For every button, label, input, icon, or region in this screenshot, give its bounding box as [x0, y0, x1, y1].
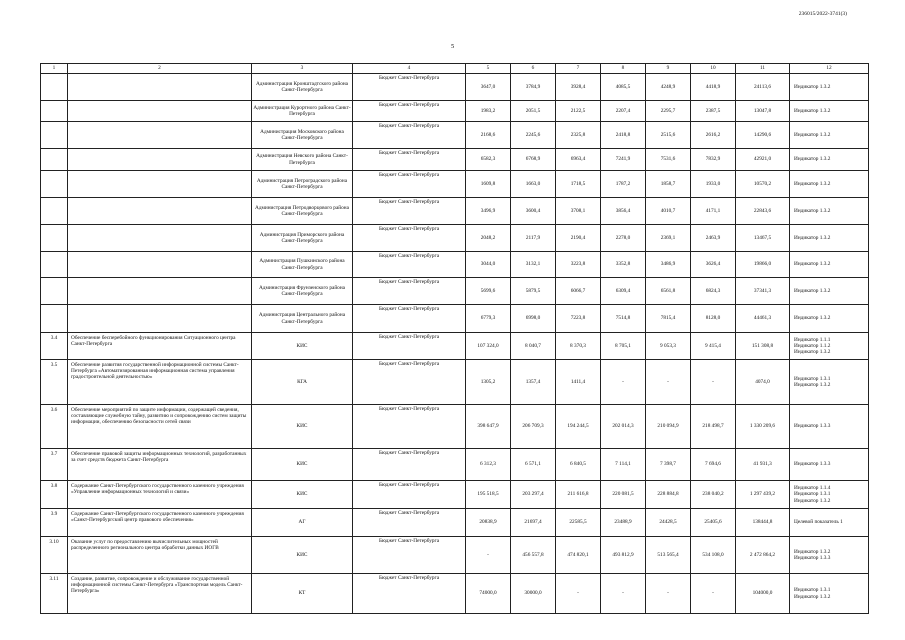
activity-description-cell: Обеспечение развития государственной информационной системы Санкт-Петербурга «Автоматизированная информационная система управления градостроительной деятельностью» — [68, 360, 252, 405]
indicator-cell — [790, 333, 869, 360]
total-value-cell: 41 931,3 — [736, 449, 790, 481]
year-value-cell: 1305,2 — [466, 360, 511, 405]
year-value-cell: 2463,9 — [691, 225, 736, 252]
indicator-cell — [790, 574, 869, 614]
total-value-cell: 1 330 209,6 — [736, 405, 790, 449]
year-value-cell: - — [691, 574, 736, 614]
year-value-cell: 5699,6 — [466, 278, 511, 305]
year-value-cell: 3928,4 — [556, 74, 601, 101]
year-value-cell: 9 415,4 — [691, 333, 736, 360]
year-value-cell: 3223,8 — [556, 252, 601, 278]
year-value-cell: 6 312,3 — [466, 449, 511, 481]
executor-cell: КИС — [252, 537, 353, 574]
year-value-cell: 4085,5 — [601, 74, 646, 101]
activity-description-cell — [68, 101, 252, 122]
total-value-cell: 19866,0 — [736, 252, 790, 278]
total-value-cell: 104000,0 — [736, 574, 790, 614]
year-value-cell: 1718,5 — [556, 171, 601, 198]
executor-cell: АГ — [252, 509, 353, 537]
indicator-label: Индикатор 1.3.2 — [794, 382, 831, 388]
funding-source-cell: Бюджет Санкт-Петербурга — [353, 481, 466, 509]
table-row — [41, 449, 869, 481]
total-value-cell: 4074,0 — [736, 360, 790, 405]
funding-source-cell: Бюджет Санкт-Петербурга — [353, 509, 466, 537]
year-value-cell: 3352,8 — [601, 252, 646, 278]
year-value-cell: 1411,4 — [556, 360, 601, 405]
executor-cell: Администрация Московского района Санкт-Петербурга — [252, 122, 353, 149]
year-value-cell: 3647,0 — [466, 74, 511, 101]
year-value-cell: 6768,9 — [511, 149, 556, 171]
year-value-cell: 6998,0 — [511, 305, 556, 333]
year-value-cell: 25405,6 — [691, 509, 736, 537]
year-value-cell: 7815,4 — [646, 305, 691, 333]
indicator-cell — [790, 149, 869, 171]
activity-description-cell — [68, 74, 252, 101]
executor-cell: КИС — [252, 449, 353, 481]
year-value-cell: 1357,4 — [511, 360, 556, 405]
row-number-cell: 3.11 — [41, 574, 68, 614]
table-row — [41, 198, 869, 225]
table-row — [41, 171, 869, 198]
year-value-cell: - — [691, 360, 736, 405]
year-value-cell: 2418,8 — [601, 122, 646, 149]
activity-description-cell — [68, 171, 252, 198]
header-cell: 4 — [353, 64, 466, 74]
year-value-cell: 7 694,6 — [691, 449, 736, 481]
year-value-cell: 2325,8 — [556, 122, 601, 149]
row-number-cell: 3.9 — [41, 509, 68, 537]
funding-source-cell: Бюджет Санкт-Петербурга — [353, 252, 466, 278]
year-value-cell: - — [556, 574, 601, 614]
year-value-cell: 23488,9 — [601, 509, 646, 537]
year-value-cell: 456 557,8 — [511, 537, 556, 574]
indicator-label: Индикатор 1.1.1 — [794, 336, 831, 343]
indicator-label: Целевой показатель 1 — [794, 519, 843, 526]
year-value-cell: 513 565,4 — [646, 537, 691, 574]
activity-description-cell: Обеспечение бесперебойного функционирования Ситуационного центра Санкт-Петербурга — [68, 333, 252, 360]
funding-source-cell: Бюджет Санкт-Петербурга — [353, 198, 466, 225]
year-value-cell: 3486,9 — [646, 252, 691, 278]
table-row — [41, 252, 869, 278]
activity-description-cell — [68, 198, 252, 225]
year-value-cell: 211 616,8 — [556, 481, 601, 509]
year-value-cell: 7531,6 — [646, 149, 691, 171]
indicator-cell — [790, 405, 869, 449]
table-row — [41, 225, 869, 252]
indicator-label: Индикатор 1.3.3 — [794, 461, 831, 468]
year-value-cell: 218 498,7 — [691, 405, 736, 449]
header-cell: 10 — [691, 64, 736, 74]
year-value-cell: 2616,2 — [691, 122, 736, 149]
year-value-cell: 3132,1 — [511, 252, 556, 278]
year-value-cell: 2051,5 — [511, 101, 556, 122]
activity-description-cell — [68, 278, 252, 305]
document-number: 236015/2022-3741(3) — [798, 11, 847, 17]
table-header-row — [41, 64, 869, 74]
funding-source-cell: Бюджет Санкт-Петербурга — [353, 537, 466, 574]
row-number-cell — [41, 198, 68, 225]
year-value-cell: 30000,0 — [511, 574, 556, 614]
year-value-cell: 2048,2 — [466, 225, 511, 252]
activity-description-cell: Обеспечение правовой защиты информационных технологий, разработанных за счет средств бюджета Санкт-Петербурга — [68, 449, 252, 481]
year-value-cell: 2168,6 — [466, 122, 511, 149]
year-value-cell: 5879,5 — [511, 278, 556, 305]
funding-source-cell: Бюджет Санкт-Петербурга — [353, 360, 466, 405]
indicator-cell — [790, 305, 869, 333]
indicator-label: Индикатор 1.3.2 — [794, 156, 831, 163]
indicator-label: Индикатор 1.3.2 — [794, 180, 831, 187]
header-cell: 9 — [646, 64, 691, 74]
funding-source-cell: Бюджет Санкт-Петербурга — [353, 122, 466, 149]
activity-description-cell — [68, 305, 252, 333]
year-value-cell: 9 053,3 — [646, 333, 691, 360]
indicator-cell — [790, 171, 869, 198]
indicator-label: Индикатор 1.3.1 — [794, 491, 831, 498]
year-value-cell: 6561,8 — [646, 278, 691, 305]
indicator-label: Индикатор 1.1.2 — [794, 342, 831, 349]
header-cell: 8 — [601, 64, 646, 74]
row-number-cell — [41, 149, 68, 171]
total-value-cell: 10570,2 — [736, 171, 790, 198]
activity-description-cell — [68, 225, 252, 252]
executor-cell: КИС — [252, 333, 353, 360]
activity-description-cell: Создание, развитие, сопровождение и обслуживание государственной информационной системы Санкт-Петербурга «Транспортная модель Санкт-Петербурга» — [68, 574, 252, 614]
year-value-cell: - — [646, 360, 691, 405]
year-value-cell: 4010,7 — [646, 198, 691, 225]
funding-source-cell: Бюджет Санкт-Петербурга — [353, 574, 466, 614]
row-number-cell: 3.4 — [41, 333, 68, 360]
indicator-label: Индикатор 1.3.2 — [794, 349, 831, 356]
year-value-cell: 21697,4 — [511, 509, 556, 537]
year-value-cell: 6 840,5 — [556, 449, 601, 481]
indicator-cell — [790, 278, 869, 305]
total-value-cell: 2 472 864,2 — [736, 537, 790, 574]
program-table — [40, 63, 869, 614]
year-value-cell: 2278,0 — [601, 225, 646, 252]
funding-source-cell: Бюджет Санкт-Петербурга — [353, 225, 466, 252]
year-value-cell: 8 705,1 — [601, 333, 646, 360]
table-row — [41, 537, 869, 574]
year-value-cell: 2117,9 — [511, 225, 556, 252]
header-cell: 7 — [556, 64, 601, 74]
total-value-cell: 42921,0 — [736, 149, 790, 171]
executor-cell: Администрация Невского района Санкт-Петербурга — [252, 149, 353, 171]
table-row — [41, 574, 869, 614]
year-value-cell: 6779,3 — [466, 305, 511, 333]
table-row — [41, 122, 869, 149]
row-number-cell — [41, 252, 68, 278]
year-value-cell: 6582,3 — [466, 149, 511, 171]
funding-source-cell: Бюджет Санкт-Петербурга — [353, 101, 466, 122]
year-value-cell: - — [601, 360, 646, 405]
year-value-cell: 398 647,9 — [466, 405, 511, 449]
year-value-cell: 6824,3 — [691, 278, 736, 305]
indicator-label: Индикатор 1.3.2 — [794, 131, 831, 138]
header-cell: 11 — [736, 64, 790, 74]
year-value-cell: 2190,4 — [556, 225, 601, 252]
year-value-cell: 2369,1 — [646, 225, 691, 252]
indicator-label: Индикатор 1.3.2 — [794, 315, 831, 322]
year-value-cell: 206 709,3 — [511, 405, 556, 449]
header-cell: 1 — [41, 64, 68, 74]
year-value-cell: 7241,9 — [601, 149, 646, 171]
indicator-cell — [790, 252, 869, 278]
year-value-cell: 1933,0 — [691, 171, 736, 198]
funding-source-cell: Бюджет Санкт-Петербурга — [353, 171, 466, 198]
executor-cell: Администрация Курортного района Санкт-Петербурга — [252, 101, 353, 122]
year-value-cell: 203 297,4 — [511, 481, 556, 509]
year-value-cell: 474 820,1 — [556, 537, 601, 574]
executor-cell: КТ — [252, 574, 353, 614]
indicator-label: Индикатор 1.3.3 — [794, 423, 831, 430]
indicator-label: Индикатор 1.3.2 — [794, 107, 831, 114]
year-value-cell: 3784,9 — [511, 74, 556, 101]
indicator-cell — [790, 74, 869, 101]
year-value-cell: 7223,8 — [556, 305, 601, 333]
year-value-cell: 7514,8 — [601, 305, 646, 333]
year-value-cell: - — [601, 574, 646, 614]
row-number-cell — [41, 171, 68, 198]
total-value-cell: 1 297 439,2 — [736, 481, 790, 509]
indicator-cell — [790, 360, 869, 405]
funding-source-cell: Бюджет Санкт-Петербурга — [353, 278, 466, 305]
executor-cell: КИС — [252, 405, 353, 449]
year-value-cell: 8 370,3 — [556, 333, 601, 360]
indicator-label: Индикатор 1.3.3 — [794, 555, 831, 561]
funding-source-cell: Бюджет Санкт-Петербурга — [353, 74, 466, 101]
year-value-cell: 4171,1 — [691, 198, 736, 225]
year-value-cell: 228 884,8 — [646, 481, 691, 509]
funding-source-cell: Бюджет Санкт-Петербурга — [353, 405, 466, 449]
year-value-cell: 195 518,5 — [466, 481, 511, 509]
year-value-cell: 7 114,1 — [601, 449, 646, 481]
year-value-cell: 2207,4 — [601, 101, 646, 122]
executor-cell: КИС — [252, 481, 353, 509]
table-row — [41, 509, 869, 537]
year-value-cell: - — [646, 574, 691, 614]
indicator-cell — [790, 225, 869, 252]
row-number-cell: 3.7 — [41, 449, 68, 481]
year-value-cell: 107 324,0 — [466, 333, 511, 360]
year-value-cell: 3600,4 — [511, 198, 556, 225]
year-value-cell: 1858,7 — [646, 171, 691, 198]
indicator-cell — [790, 101, 869, 122]
indicator-label: Индикатор 1.3.2 — [794, 83, 831, 90]
year-value-cell: 2122,5 — [556, 101, 601, 122]
header-cell: 5 — [466, 64, 511, 74]
executor-cell: Администрация Петроградского района Санкт-Петербурга — [252, 171, 353, 198]
year-value-cell: 22585,5 — [556, 509, 601, 537]
year-value-cell: 210 094,9 — [646, 405, 691, 449]
year-value-cell: 238 040,2 — [691, 481, 736, 509]
total-value-cell: 14290,6 — [736, 122, 790, 149]
indicator-label: Индикатор 1.3.2 — [794, 593, 831, 600]
executor-cell: Администрация Петродворцового района Санкт-Петербурга — [252, 198, 353, 225]
row-number-cell — [41, 305, 68, 333]
year-value-cell: 3496,9 — [466, 198, 511, 225]
indicator-cell — [790, 198, 869, 225]
executor-cell: Администрация Приморского района Санкт-Петербурга — [252, 225, 353, 252]
funding-source-cell: Бюджет Санкт-Петербурга — [353, 449, 466, 481]
indicator-label: Индикатор 1.3.2 — [794, 207, 831, 214]
year-value-cell: 3856,4 — [601, 198, 646, 225]
activity-description-cell — [68, 149, 252, 171]
year-value-cell: 3044,0 — [466, 252, 511, 278]
header-cell: 6 — [511, 64, 556, 74]
activity-description-cell — [68, 252, 252, 278]
executor-cell: Администрация Кронштадтского района Санкт-Петербурга — [252, 74, 353, 101]
table-row — [41, 405, 869, 449]
year-value-cell: 3626,4 — [691, 252, 736, 278]
page-number: 5 — [451, 43, 455, 50]
year-value-cell: 74000,0 — [466, 574, 511, 614]
year-value-cell: 1609,8 — [466, 171, 511, 198]
year-value-cell: 2245,6 — [511, 122, 556, 149]
total-value-cell: 22843,6 — [736, 198, 790, 225]
row-number-cell — [41, 74, 68, 101]
total-value-cell: 13047,8 — [736, 101, 790, 122]
funding-source-cell: Бюджет Санкт-Петербурга — [353, 333, 466, 360]
year-value-cell: 194 244,5 — [556, 405, 601, 449]
year-value-cell: 7832,9 — [691, 149, 736, 171]
activity-description-cell: Содержание Санкт-Петербургского государственного казенного учреждения «Управление информационных технологий и связи» — [68, 481, 252, 509]
executor-cell: Администрация Пушкинского района Санкт-Петербурга — [252, 252, 353, 278]
year-value-cell: 4248,9 — [646, 74, 691, 101]
row-number-cell: 3.6 — [41, 405, 68, 449]
header-cell: 2 — [68, 64, 252, 74]
indicator-label: Индикатор 1.3.1 — [794, 375, 831, 382]
total-value-cell: 24113,6 — [736, 74, 790, 101]
funding-source-cell: Бюджет Санкт-Петербурга — [353, 149, 466, 171]
executor-cell: Администрация Фрунзенского района Санкт-Петербурга — [252, 278, 353, 305]
indicator-cell — [790, 481, 869, 509]
indicator-cell — [790, 509, 869, 537]
table-row — [41, 278, 869, 305]
total-value-cell: 13467,5 — [736, 225, 790, 252]
row-number-cell — [41, 122, 68, 149]
indicator-cell — [790, 449, 869, 481]
table-row — [41, 74, 869, 101]
year-value-cell: 534 108,0 — [691, 537, 736, 574]
row-number-cell: 3.10 — [41, 537, 68, 574]
year-value-cell: 6 571,1 — [511, 449, 556, 481]
header-cell: 3 — [252, 64, 353, 74]
table-row — [41, 149, 869, 171]
header-cell: 12 — [790, 64, 869, 74]
year-value-cell: 4418,9 — [691, 74, 736, 101]
year-value-cell: 6963,4 — [556, 149, 601, 171]
table-row — [41, 481, 869, 509]
year-value-cell: 493 812,9 — [601, 537, 646, 574]
year-value-cell: 6309,4 — [601, 278, 646, 305]
indicator-label: Индикатор 1.3.2 — [794, 287, 831, 294]
indicator-cell — [790, 537, 869, 574]
year-value-cell: 20838,9 — [466, 509, 511, 537]
activity-description-cell: Оказание услуг по предоставлению вычислительных мощностей распределенного регионального центра обработки данных ИОГВ — [68, 537, 252, 574]
table-row — [41, 101, 869, 122]
year-value-cell: 1787,2 — [601, 171, 646, 198]
row-number-cell: 3.5 — [41, 360, 68, 405]
table-row — [41, 305, 869, 333]
total-value-cell: 138444,8 — [736, 509, 790, 537]
activity-description-cell — [68, 122, 252, 149]
total-value-cell: 37341,3 — [736, 278, 790, 305]
indicator-label: Индикатор 1.3.2 — [794, 497, 831, 504]
year-value-cell: 2387,5 — [691, 101, 736, 122]
table-row — [41, 360, 869, 405]
year-value-cell: 24428,5 — [646, 509, 691, 537]
row-number-cell — [41, 225, 68, 252]
year-value-cell: 1663,0 — [511, 171, 556, 198]
indicator-label: Индикатор 1.3.1 — [794, 587, 831, 594]
year-value-cell: 1983,2 — [466, 101, 511, 122]
year-value-cell: 2515,6 — [646, 122, 691, 149]
activity-description-cell: Обеспечение мероприятий по защите информации, содержащей сведения, составляющие служебную тайну, развитию и сопровождению систем защиты информации, обеспечению безопасности сетей связи — [68, 405, 252, 449]
year-value-cell: 3708,1 — [556, 198, 601, 225]
executor-cell: Администрация Центрального района Санкт-Петербурга — [252, 305, 353, 333]
year-value-cell: 202 014,3 — [601, 405, 646, 449]
year-value-cell: 7 398,7 — [646, 449, 691, 481]
indicator-label: Индикатор 1.1.4 — [794, 485, 831, 492]
year-value-cell: 220 081,5 — [601, 481, 646, 509]
indicator-label: Индикатор 1.3.2 — [794, 548, 831, 555]
total-value-cell: 151 308,8 — [736, 333, 790, 360]
year-value-cell: 2295,7 — [646, 101, 691, 122]
total-value-cell: 44461,3 — [736, 305, 790, 333]
table-row — [41, 333, 869, 360]
indicator-label: Индикатор 1.3.2 — [794, 261, 831, 268]
row-number-cell: 3.8 — [41, 481, 68, 509]
year-value-cell: 6066,7 — [556, 278, 601, 305]
year-value-cell: 8 040,7 — [511, 333, 556, 360]
year-value-cell: - — [466, 537, 511, 574]
row-number-cell — [41, 278, 68, 305]
year-value-cell: 8128,0 — [691, 305, 736, 333]
row-number-cell — [41, 101, 68, 122]
executor-cell: КГА — [252, 360, 353, 405]
indicator-cell — [790, 122, 869, 149]
indicator-label: Индикатор 1.3.2 — [794, 234, 831, 241]
funding-source-cell: Бюджет Санкт-Петербурга — [353, 305, 466, 333]
activity-description-cell: Содержание Санкт-Петербургского государственного казенного учреждения «Санкт-Петербургский центр правового обеспечения» — [68, 509, 252, 537]
